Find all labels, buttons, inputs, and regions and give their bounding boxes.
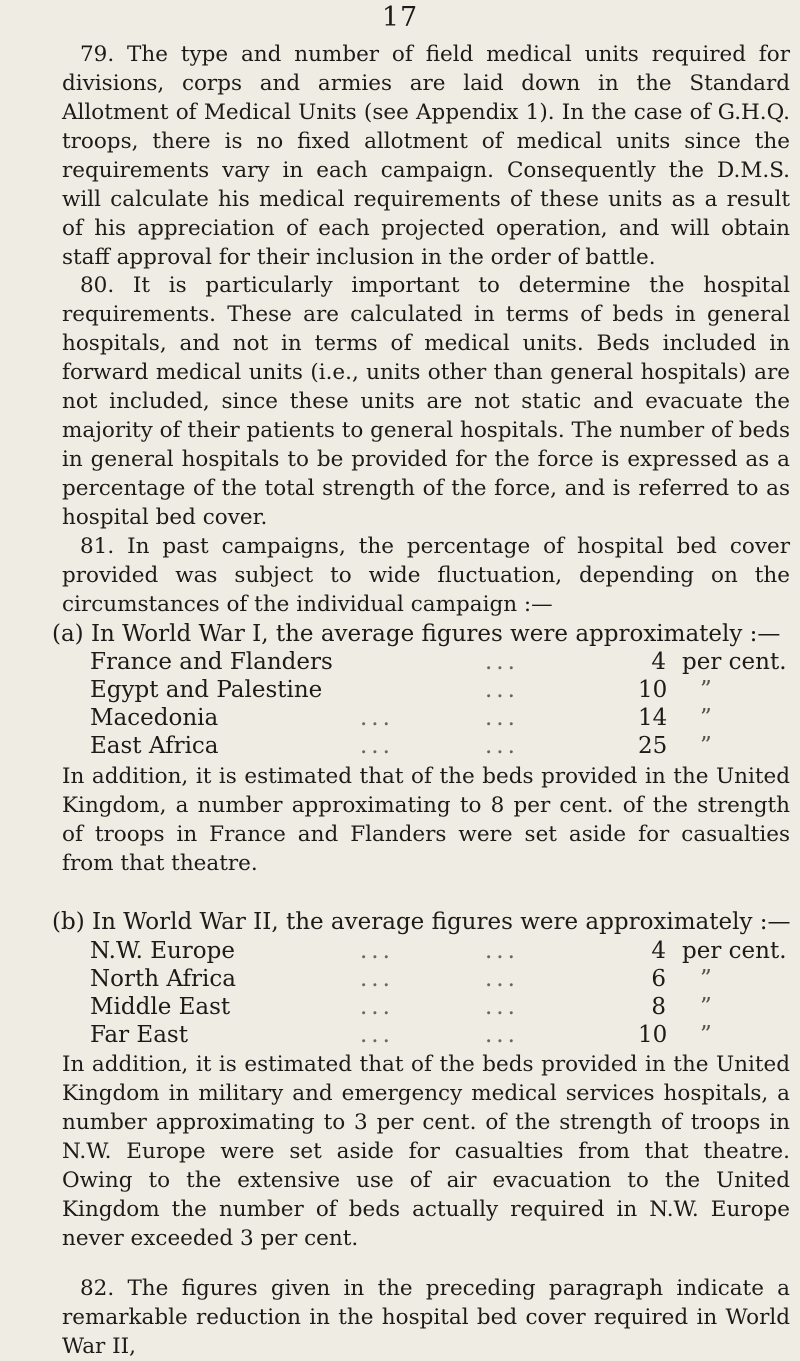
theatre-name: N.W. Europe [90, 938, 235, 964]
paragraph-81: 81. In past campaigns, the percentage of hospital bed cover provided was subject to wide fluctuation, depending on the circumstances of the individual campaign :— [62, 534, 790, 617]
table-row [90, 937, 790, 965]
leader-dots: ... [485, 938, 519, 964]
leader-dots: ... [360, 705, 394, 731]
percentage-unit: per cent. [682, 938, 787, 964]
theatre-name: North Africa [90, 966, 236, 992]
leader-dots: ... [360, 938, 394, 964]
table-row [90, 993, 790, 1021]
leader-dots: ... [485, 966, 519, 992]
ditto-mark: ” [700, 677, 712, 703]
ditto-mark: ” [700, 994, 712, 1020]
leader-dots: ... [485, 994, 519, 1020]
table-row [90, 648, 790, 676]
ww1-bed-cover-table [90, 648, 790, 760]
percentage-value: 10 [638, 1022, 668, 1048]
page-number: 17 [381, 2, 419, 33]
paragraph-79: 79. The type and number of field medical units required for divisions, corps and armies are laid down in the Standard Allotment of Medical Units (see Appendix 1). In the case of G.H.Q. troops, there is no fixed allotment of medical units since the requirements vary in each campaign. Consequently the D.M.S. will calculate his medical requirements of these units as a result of his appreciation of each projected operation, and will obtain staff approval for their inclusion in the order of battle. [62, 42, 790, 270]
leader-dots: ... [485, 705, 519, 731]
ww2-bed-cover-table [90, 937, 790, 1049]
theatre-name: East Africa [90, 733, 219, 759]
percentage-value: 4 [651, 649, 666, 675]
theatre-name: Middle East [90, 994, 231, 1020]
leader-dots: ... [485, 677, 519, 703]
table-row [90, 965, 790, 993]
percentage-value: 25 [638, 733, 668, 759]
theatre-name: France and Flanders [90, 649, 333, 675]
leader-dots: ... [360, 966, 394, 992]
paragraph-80: 80. It is particularly important to determine the hospital requirements. These are calculated in terms of beds in general hospitals, and not in terms of medical units. Beds included in forward medical units (i.e., units other than general hospitals) are not included, since these units are not static and evacuate the majority of their patients to general hospitals. The number of beds in general hospitals to be provided for the force is expressed as a percentage of the total strength of the force, and is referred to as hospital bed cover. [62, 273, 790, 530]
percentage-value: 4 [651, 938, 666, 964]
theatre-name: Far East [90, 1022, 188, 1048]
ditto-mark: ” [700, 705, 712, 731]
percentage-value: 14 [638, 705, 668, 731]
table-row [90, 704, 790, 732]
table-row [90, 1021, 790, 1049]
subparagraph-81b-heading: (b) In World War II, the average figures were approximately :— [52, 909, 791, 935]
leader-dots: ... [485, 1022, 519, 1048]
ditto-mark: ” [700, 966, 712, 992]
subparagraph-81a-heading: (a) In World War I, the average figures were approximately :— [52, 621, 781, 647]
percentage-value: 10 [638, 677, 668, 703]
leader-dots: ... [360, 1022, 394, 1048]
percentage-value: 8 [651, 994, 666, 1020]
ditto-mark: ” [700, 733, 712, 759]
theatre-name: Macedonia [90, 705, 219, 731]
table-row [90, 676, 790, 704]
leader-dots: ... [485, 649, 519, 675]
theatre-name: Egypt and Palestine [90, 677, 323, 703]
leader-dots: ... [360, 994, 394, 1020]
subparagraph-81a-note: In addition, it is estimated that of the beds provided in the United Kingdom, a number approximating to 8 per cent. of the strength of troops in France and Flanders were set aside for casualties from that theatre. [62, 764, 790, 876]
paragraph-82: 82. The figures given in the preceding paragraph indicate a remarkable reduction in the hospital bed cover required in World War II, [62, 1276, 790, 1359]
table-row [90, 732, 790, 760]
leader-dots: ... [360, 733, 394, 759]
percentage-value: 6 [651, 966, 666, 992]
ditto-mark: ” [700, 1022, 712, 1048]
leader-dots: ... [485, 733, 519, 759]
percentage-unit: per cent. [682, 649, 787, 675]
subparagraph-81b-note: In addition, it is estimated that of the beds provided in the United Kingdom in military and emergency medical services hospitals, a number approximating to 3 per cent. of the strength of troops in N.W. Europe were set aside for casualties from that theatre. Owing to the extensive use of air evacuation to the United Kingdom the number of beds actually required in N.W. Europe never exceeded 3 per cent. [62, 1052, 790, 1251]
